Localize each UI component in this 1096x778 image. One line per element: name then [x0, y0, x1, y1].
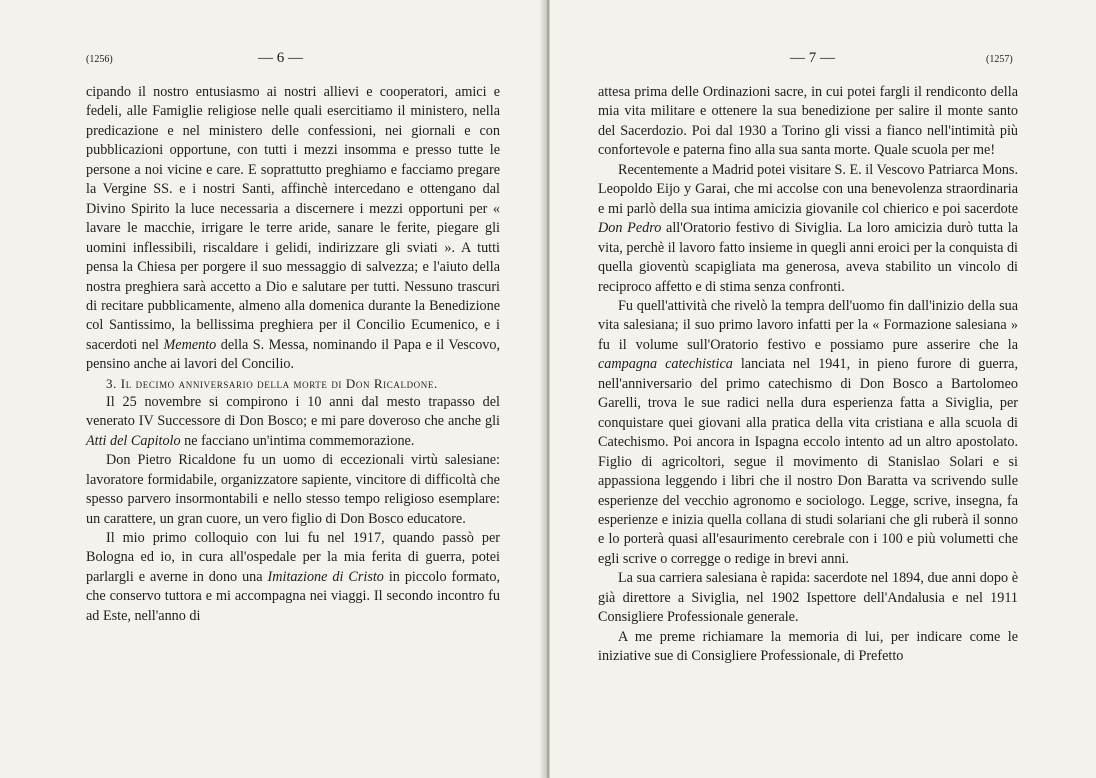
paragraph: attesa prima delle Ordinazioni sacre, in cui potei fargli il rendiconto della mia vita militare e ottenere la sua benedizione per salire il monte santo del Sacerdozio. Poi dal 1930 a Torino gli vissi a fianco nell'intimità più confortevole e paterna fino alla sua santa morte. Quale scuola per me!: [598, 84, 1018, 159]
left-page-code: (1256): [86, 54, 113, 65]
left-page-number: — 6 —: [258, 50, 303, 66]
text-run: all'Oratorio festivo di Siviglia. La loro amicizia durò tutta la vita, perchè il lavoro fatto insieme in quegli anni eroici per la conquista di quella gioventù scapigliata ma generosa, aveva stabilito un vincolo di reciproco affetto e di stima senza confronti.: [598, 220, 1019, 295]
paragraph: [86, 83, 500, 375]
text-run: ne facciano un'intima commemorazione.: [184, 432, 415, 449]
text-run: della S. Messa, nominando il Papa e il Vescovo, pensino anche ai lavori del Concilio.: [86, 336, 501, 373]
paragraph: [598, 297, 1018, 569]
italic-text: Atti del Capitolo: [86, 432, 181, 449]
italic-text: Imitazione di Cristo: [267, 568, 384, 585]
paragraph: A me preme richiamare la memoria di lui, per indicare come le iniziative sue di Consigliere Professionale, di Prefetto: [598, 628, 1018, 665]
paragraph: [86, 393, 500, 451]
italic-text: Memento: [163, 336, 217, 353]
text-run: Recentemente a Madrid potei visitare S. E. il Vescovo Patriarca Mons. Leopoldo Eijo y Garai, che mi accolse con una benevolenza straordinaria e mi parlò della sua intima amicizia giovanile col chierico e poi sacerdote: [598, 161, 1018, 217]
section-heading-text: 3. Il decimo anniversario della morte di Don Ricaldone.: [106, 375, 438, 391]
text-run: in piccolo formato, che conservo tuttora e mi accompagna nei viaggi. Il secondo incontro fu ad Este, nell'anno di: [86, 568, 501, 624]
paragraph: La sua carriera salesiana è rapida: sacerdote nel 1894, due anni dopo è già direttore a Siviglia, nel 1902 Ispettore dell'Andalusia e nel 1911 Consigliere Professionale generale.: [598, 570, 1018, 626]
section-heading: [86, 375, 500, 393]
italic-text: campagna catechistica: [598, 356, 733, 373]
text-run: Fu quell'attività che rivelò la tempra dell'uomo fin dall'inizio della sua vita salesiana; il suo primo lavoro infatti per la « Formazione salesiana » fu il volume sull'Oratorio festivo e possiamo pure asserire che la: [598, 297, 1018, 353]
right-page-body: [598, 83, 1018, 667]
paragraph: Don Pietro Ricaldone fu un uomo di eccezionali virtù salesiane: lavoratore formidabile, organizzatore sapiente, vincitore di difficoltà che spesso parvero insormontabili e nello stesso tempo religioso esemplare: un carattere, un gran cuore, un vero figlio di Don Bosco educatore.: [86, 452, 500, 527]
left-page: [0, 0, 546, 778]
text-run: cipando il nostro entusiasmo ai nostri allievi e cooperatori, amici e fedeli, alle Famiglie religiose nelle quali esercitiamo il ministero, nella predicazione e nel ministero delle confessioni, nei giornali e con pubblicazioni opportune, con tutti i mezzi insomma e presso tutte le persone a noi vicine e care. E soprattutto preghiamo e facciamo pregare la Vergine SS. e i nostri Santi, affinchè intercedano e ottengano dal Divino Spirito la luce necessaria a discernere i mezzi opportuni per « lavare le macchie, irrigare le terre aride, sanare le ferite, piegare gli uomini inflessibili, riscaldare i gelidi, indirizzare gli sviati ». A tutti pensa la Chiesa per porgere il suo messaggio di salvezza; e l'aiuto della nostra preghiera sarà accetto a Dio e salutare per tutti. Nessuno trascuri di recitare pubblicamente, almeno alla domenica durante la Benedizione col Santissimo, la bellissima preghiera per il Concilio Ecumenico, e i sacerdoti nel: [86, 84, 500, 353]
right-page-number: — 7 —: [790, 50, 835, 66]
italic-text: Don Pedro: [598, 220, 662, 237]
paragraph: [598, 161, 1018, 297]
text-run: lanciata nel 1941, in pieno furore di guerra, nell'anniversario del primo catechismo di Don Bosco a Bartolomeo Garelli, trova le sue radici nella dura esperienza fatta a Siviglia, per conquistare quei giovani alla pratica della vita cristiana e alla scuola di Catechismo. Poi ancora in Ispagna eccolo intento ad un altro apostolato. Figlio di agricoltori, segue il movimento di Stanislao Solari e si appassiona leggendo i libri che il nostro Don Baratta va scrivendo sulle esperienze del vecchio agronomo e sociologo. Legge, scrive, insegna, fa esperienze e inizia quella collana di studi solariani che gli ruberà il sonno e lo porterà quasi all'esaurimento cerebrale con i 100 e più volumetti che egli scrive o corregge o redige in brevi anni.: [598, 356, 1019, 567]
text-run: Il mio primo colloquio con lui fu nel 1917, quando passò per Bologna ed io, in cura all'ospedale per la mia ferita di guerra, potei parlargli e averne in dono una: [86, 529, 500, 585]
left-page-body: [86, 83, 500, 626]
text-run: Il 25 novembre si compirono i 10 anni dal mesto trapasso del venerato IV Successore di Don Bosco; e mi pare doveroso che anche gli: [86, 393, 500, 430]
right-page-code: (1257): [986, 54, 1013, 65]
right-page: [550, 0, 1096, 778]
paragraph: [86, 529, 500, 626]
